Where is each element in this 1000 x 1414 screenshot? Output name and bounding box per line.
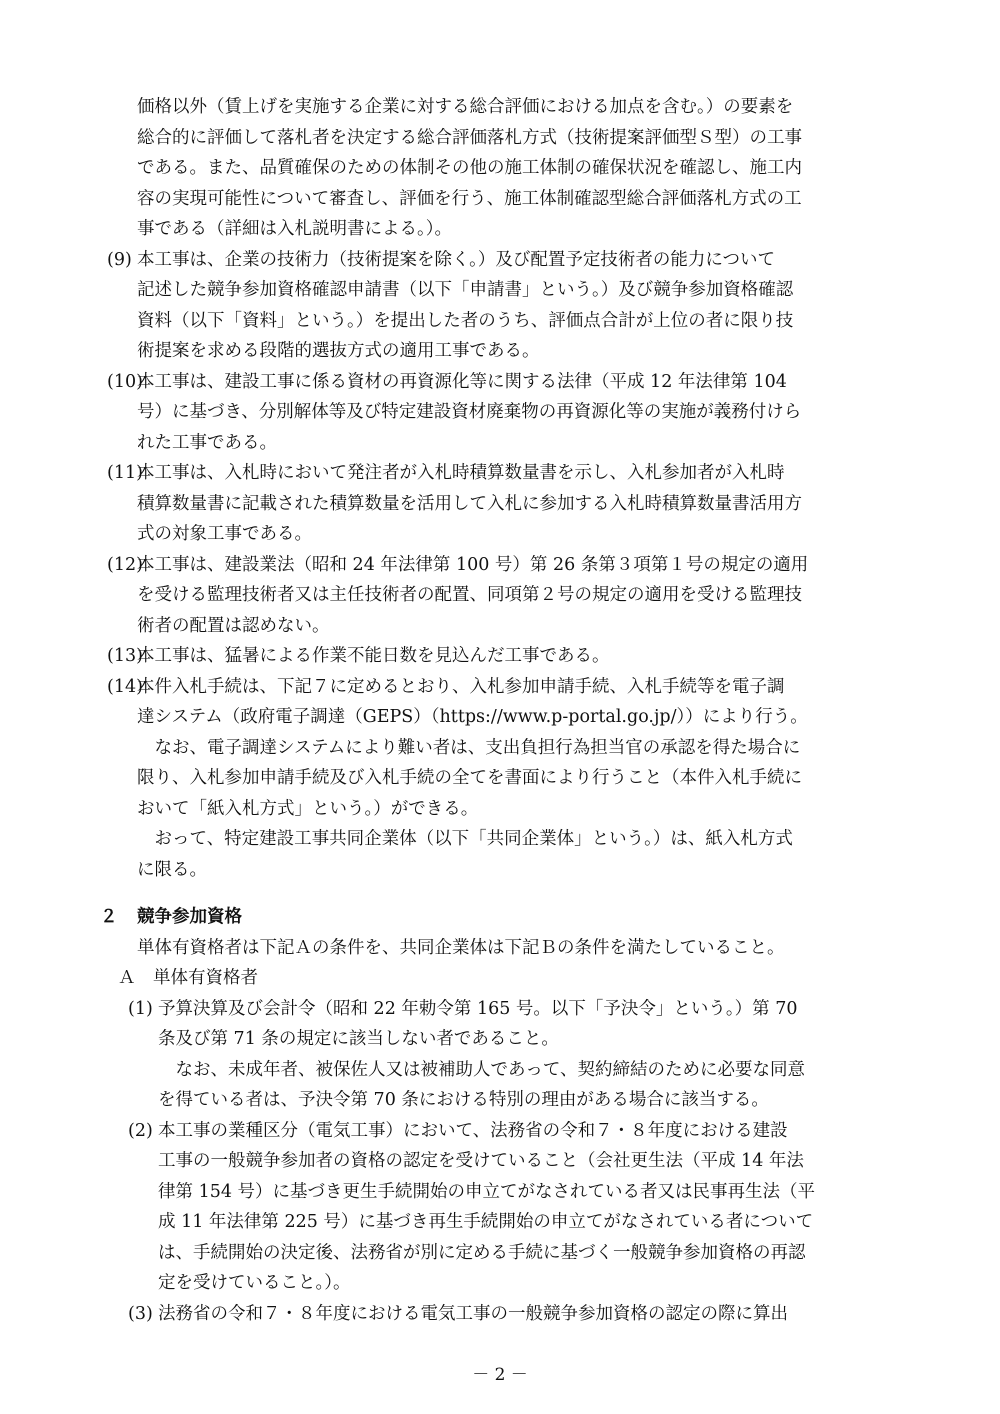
item-number: (9) xyxy=(107,249,132,270)
item-text-line: 本工事は、建設業法（昭和 24 年法律第 100 号）第 26 条第３項第１号の規定の適用 xyxy=(137,554,809,575)
item-text-line: 本件入札手続は、下記７に定めるとおり、入札参加申請手続、入札手続等を電子調 xyxy=(137,676,785,697)
item-text-line: 本工事は、入札時において発注者が入札時積算数量書を示し、入札参加者が入札時 xyxy=(137,463,785,483)
item-number: (2) xyxy=(128,1120,153,1141)
item-text-line: 本工事の業種区分（電気工事）において、法務省の令和７・８年度における建設 xyxy=(158,1120,788,1141)
page-number: － 2 － xyxy=(472,1365,528,1385)
item-number: (3) xyxy=(128,1303,153,1324)
item-text-line: 術者の配置は認めない。 xyxy=(137,615,330,636)
paragraph-line: 事である（詳細は入札説明書による。）。 xyxy=(137,219,452,239)
item-text-line: 号）に基づき、分別解体等及び特定建設資材廃棄物の再資源化等の実施が義務付けら xyxy=(137,402,802,422)
subsection-heading: Ａ 単体有資格者 xyxy=(118,968,258,988)
item-text-line: 条及び第 71 条の規定に該当しない者であること。 xyxy=(158,1029,559,1049)
item-number: (12) xyxy=(107,554,143,575)
section-title: 競争参加資格 xyxy=(137,907,242,927)
item-text-line: 定を受けていること。）。 xyxy=(158,1273,351,1293)
item-text-line: なお、電子調達システムにより難い者は、支出負担行為担当官の承認を得た場合に xyxy=(137,737,801,758)
item-text-line: に限る。 xyxy=(137,859,207,880)
item-text-line: は、手続開始の決定後、法務省が別に定める手続に基づく一般競争参加資格の再認 xyxy=(158,1242,806,1263)
item-text-line: 工事の一般競争参加者の資格の認定を受けていること（会社更生法（平成 14 年法 xyxy=(158,1151,804,1171)
item-text-line: 術提案を求める段階的選抜方式の適用工事である。 xyxy=(137,341,540,361)
paragraph-line: 総合的に評価して落札者を決定する総合評価落札方式（技術提案評価型Ｓ型）の工事 xyxy=(137,127,802,148)
item-text-line: おって、特定建設工事共同企業体（以下「共同企業体」という。）は、紙入札方式 xyxy=(137,829,793,849)
item-number: (1) xyxy=(128,998,153,1019)
section-number: ２ xyxy=(100,907,118,927)
item-number: (13) xyxy=(107,646,143,666)
section-lead: 単体有資格者は下記Ａの条件を、共同企業体は下記Ｂの条件を満たしていること。 xyxy=(137,937,785,958)
item-text-line: 本工事は、猛暑による作業不能日数を見込んだ工事である。 xyxy=(137,646,610,666)
item-text-line: 法務省の令和７・８年度における電気工事の一般競争参加資格の認定の際に算出 xyxy=(158,1303,788,1324)
paragraph-line: である。また、品質確保のための体制その他の施工体制の確保状況を確認し、施工内 xyxy=(137,158,802,178)
item-text-line: 予算決算及び会計令（昭和 22 年勅令第 165 号。以下「予決令」という。）第 70 xyxy=(158,998,798,1019)
item-text-line: を得ている者は、予決令第 70 条における特別の理由がある場合に該当する。 xyxy=(158,1090,769,1110)
item-text-line: 式の対象工事である。 xyxy=(137,524,312,544)
item-number: (11) xyxy=(107,463,143,483)
item-text-line: なお、未成年者、被保佐人又は被補助人であって、契約締結のために必要な同意 xyxy=(158,1059,805,1080)
item-text-line: 達システム（政府電子調達（GEPS）（https://www.p-portal.go.jp/））により行う。 xyxy=(137,707,808,727)
item-text-line: 積算数量書に記載された積算数量を活用して入札に参加する入札時積算数量書活用方 xyxy=(137,493,802,514)
item-text-line: 資料（以下「資料」という。）を提出した者のうち、評価点合計が上位の者に限り技 xyxy=(137,310,794,331)
paragraph-line: 価格以外（賃上げを実施する企業に対する総合評価における加点を含む。）の要素を xyxy=(137,97,794,117)
item-text-line: 本工事は、企業の技術力（技術提案を除く。）及び配置予定技術者の能力について xyxy=(137,249,776,270)
item-text-line: れた工事である。 xyxy=(137,432,277,453)
item-number: (10) xyxy=(107,371,143,392)
item-number: (14) xyxy=(107,676,143,697)
item-text-line: 律第 154 号）に基づき更生手続開始の申立てがなされている者又は民事再生法（平 xyxy=(158,1181,816,1202)
item-text-line: を受ける監理技術者又は主任技術者の配置、同項第２号の規定の適用を受ける監理技 xyxy=(137,585,802,605)
item-text-line: 本工事は、建設工事に係る資材の再資源化等に関する法律（平成 12 年法律第 104 xyxy=(137,371,787,392)
item-text-line: おいて「紙入札方式」という。）ができる。 xyxy=(137,798,479,819)
paragraph-line: 容の実現可能性について審査し、評価を行う、施工体制確認型総合評価落札方式の工 xyxy=(137,188,802,209)
item-text-line: 限り、入札参加申請手続及び入札手続の全てを書面により行うこと（本件入札手続に xyxy=(137,768,802,788)
item-text-line: 成 11 年法律第 225 号）に基づき再生手続開始の申立てがなされている者について xyxy=(158,1212,814,1232)
item-text-line: 記述した競争参加資格確認申請書（以下「申請書」という。）及び競争参加資格確認 xyxy=(137,280,794,300)
